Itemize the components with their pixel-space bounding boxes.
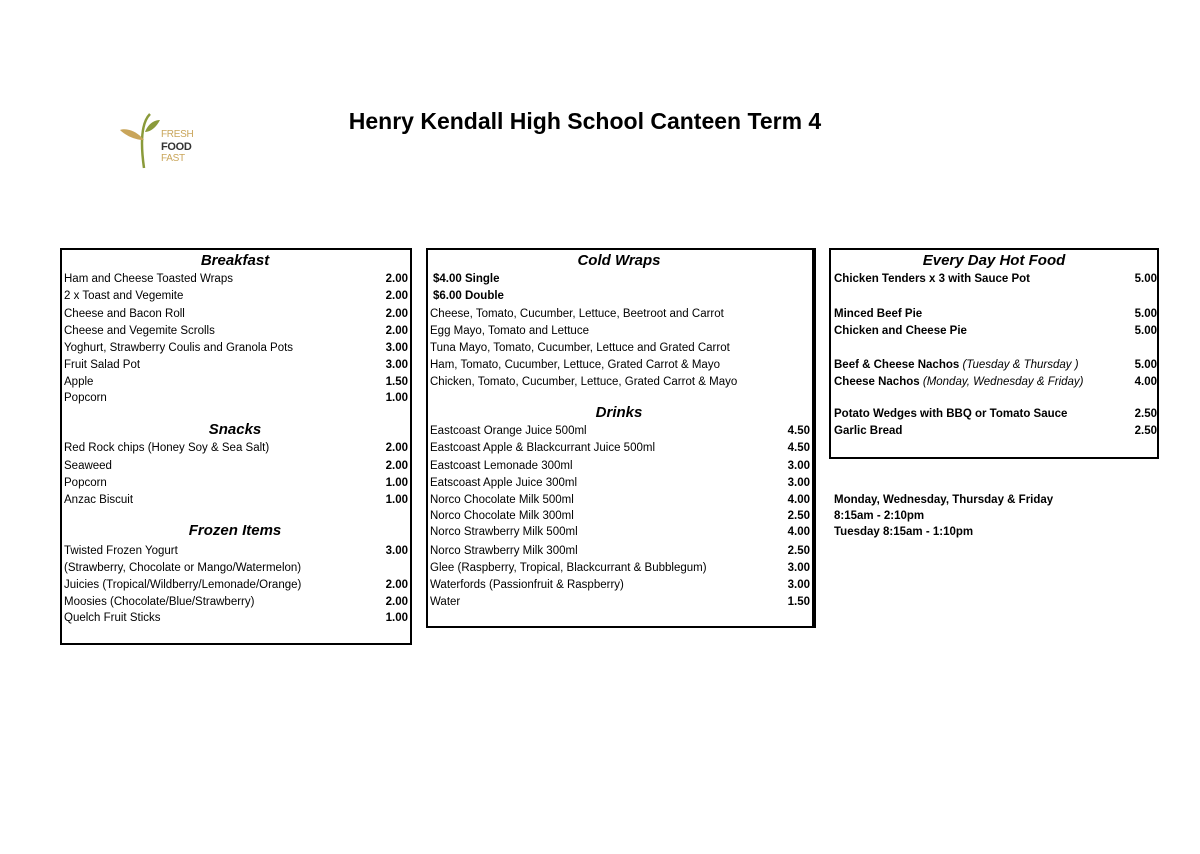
breakfast-item <box>64 340 408 356</box>
item-price: 1.50 <box>787 596 810 608</box>
item-name <box>834 271 1030 287</box>
item-name <box>64 458 112 474</box>
item-name-text: (Strawberry, Chocolate or Mango/Watermelon) <box>64 562 302 574</box>
snack-item <box>64 475 408 491</box>
item-price: 2.50 <box>787 545 810 557</box>
item-name-text: Juicies (Tropical/Wildberry/Lemonade/Orange) <box>64 579 302 591</box>
item-name-text: Norco Chocolate Milk 500ml <box>430 494 574 506</box>
item-price: 5.00 <box>1134 359 1157 371</box>
hot-food-item <box>834 406 1157 422</box>
item-name: Cheese, Tomato, Cucumber, Lettuce, Beetroot and Carrot <box>430 308 724 320</box>
item-name-text: Anzac Biscuit <box>64 494 134 506</box>
item-price: 2.00 <box>385 442 408 454</box>
item-name <box>64 271 233 287</box>
hours-days: Monday, Wednesday, Thursday & Friday <box>834 494 1054 506</box>
wrap-item <box>430 306 810 322</box>
item-name: Ham, Tomato, Cucumber, Lettuce, Grated Carrot & Mayo <box>430 359 720 371</box>
item-price: 2.00 <box>385 290 408 302</box>
drink-item <box>430 543 810 559</box>
wrap-price <box>433 271 813 287</box>
item-price: 2.00 <box>385 325 408 337</box>
item-name <box>64 543 178 559</box>
frozen-heading: Frozen Items <box>188 522 282 539</box>
item-price: 2.00 <box>385 579 408 591</box>
item-name <box>64 306 185 322</box>
item-name-text: Apple <box>64 376 94 388</box>
hot-food-item <box>834 323 1157 339</box>
item-price: 1.00 <box>385 494 408 506</box>
item-price: 5.00 <box>1134 325 1157 337</box>
item-price: 1.00 <box>385 477 408 489</box>
item-name <box>430 577 624 593</box>
item-name-text: 2 x Toast and Vegemite <box>64 290 184 302</box>
item-name <box>430 560 707 576</box>
item-price: 4.50 <box>787 442 810 454</box>
frozen-item <box>64 560 408 576</box>
item-price: 3.00 <box>787 460 810 472</box>
wrap-price <box>433 288 813 304</box>
breakfast-item <box>64 306 408 322</box>
hot-food-item <box>834 306 1157 322</box>
price-divider <box>812 250 814 626</box>
item-name-text: Ham and Cheese Toasted Wraps <box>64 273 233 285</box>
drink-item <box>430 560 810 576</box>
snack-item <box>64 458 408 474</box>
item-name-text: Garlic Bread <box>834 425 903 437</box>
item-price: 4.00 <box>787 526 810 538</box>
item-name <box>64 357 140 373</box>
wrap-item <box>430 323 810 339</box>
item-name-text: Cheese Nachos <box>834 376 923 388</box>
breakfast-item <box>64 288 408 304</box>
item-price: 2.50 <box>1134 425 1157 437</box>
item-name-text: Norco Chocolate Milk 300ml <box>430 510 574 522</box>
item-name-text: Red Rock chips (Honey Soy & Sea Salt) <box>64 442 270 454</box>
hot-food-item <box>834 357 1157 373</box>
item-name <box>430 475 577 491</box>
item-price: 2.00 <box>385 273 408 285</box>
item-name <box>64 440 269 456</box>
hot-food-item <box>834 271 1157 287</box>
item-name-text: Waterfords (Passionfruit & Raspberry) <box>430 579 624 591</box>
frozen-item <box>64 594 408 610</box>
item-name-text: Glee (Raspberry, Tropical, Blackcurrant & Bubblegum) <box>430 562 707 574</box>
item-price: 2.50 <box>1134 408 1157 420</box>
item-price: 1.50 <box>385 376 408 388</box>
item-price: 4.50 <box>787 425 810 437</box>
breakfast-snacks-frozen-panel <box>60 248 412 645</box>
item-name-text: Beef & Cheese Nachos <box>834 359 963 371</box>
item-price: 3.00 <box>787 562 810 574</box>
item-name-text: Chicken Tenders x 3 with Sauce Pot <box>834 273 1030 285</box>
item-name-text: Chicken and Cheese Pie <box>834 325 967 337</box>
item-name-text: Moosies (Chocolate/Blue/Strawberry) <box>64 596 255 608</box>
item-name <box>64 323 215 339</box>
item-name-text: Quelch Fruit Sticks <box>64 612 161 624</box>
drink-item <box>430 594 810 610</box>
item-name <box>834 306 922 322</box>
item-name <box>64 475 107 491</box>
item-name <box>430 594 460 610</box>
hot-food-panel <box>829 248 1159 459</box>
page-title: Henry Kendall High School Canteen Term 4 <box>348 108 822 134</box>
item-name <box>64 577 301 593</box>
item-price: 2.50 <box>787 510 810 522</box>
wrap-item <box>430 340 810 356</box>
drink-item <box>430 524 810 540</box>
item-price: 2.00 <box>385 596 408 608</box>
drinks-heading: Drinks <box>595 404 643 421</box>
breakfast-item <box>64 374 408 390</box>
drink-item <box>430 508 810 524</box>
item-price: 4.00 <box>787 494 810 506</box>
cold-wraps-heading: Cold Wraps <box>577 252 661 269</box>
item-name <box>834 323 967 339</box>
item-name: Tuna Mayo, Tomato, Cucumber, Lettuce and Grated Carrot <box>430 342 730 354</box>
item-name-text: Eastcoast Apple & Blackcurrant Juice 500ml <box>430 442 656 454</box>
logo-text-fresh: FRESH <box>161 129 194 140</box>
item-name <box>64 610 161 626</box>
wrap-item <box>430 374 810 390</box>
item-price: 1.00 <box>385 612 408 624</box>
item-name <box>64 594 254 610</box>
snack-item <box>64 440 408 456</box>
breakfast-item <box>64 357 408 373</box>
item-name-text: Popcorn <box>64 392 107 404</box>
frozen-item <box>64 610 408 626</box>
item-name-text: Norco Strawberry Milk 300ml <box>430 545 578 557</box>
item-price: 2.00 <box>385 308 408 320</box>
item-price: 4.00 <box>1134 376 1157 388</box>
item-name <box>430 543 578 559</box>
item-name: $6.00 Double <box>433 290 504 302</box>
item-name-text: Eatscoast Apple Juice 300ml <box>430 477 578 489</box>
item-name-text: Popcorn <box>64 477 107 489</box>
drink-item <box>430 423 810 439</box>
logo-text-fast: FAST <box>161 153 185 164</box>
item-name <box>64 374 93 390</box>
hours-tuesday: Tuesday 8:15am - 1:10pm <box>834 526 974 538</box>
item-name <box>64 492 133 508</box>
item-name <box>64 390 107 406</box>
drink-item <box>430 577 810 593</box>
drink-item <box>430 492 810 508</box>
item-name-text: Twisted Frozen Yogurt <box>64 545 178 557</box>
item-name <box>834 406 1067 422</box>
logo-text-food: FOOD <box>161 141 192 153</box>
item-price: 5.00 <box>1134 308 1157 320</box>
item-name <box>430 458 573 474</box>
item-name <box>430 492 574 508</box>
item-name: Egg Mayo, Tomato and Lettuce <box>430 325 589 337</box>
item-name-text: Seaweed <box>64 460 112 472</box>
drink-item <box>430 475 810 491</box>
wrap-item <box>430 357 810 373</box>
item-price: 3.00 <box>385 545 408 557</box>
breakfast-item <box>64 323 408 339</box>
frozen-item <box>64 543 408 559</box>
item-price: 3.00 <box>787 477 810 489</box>
hours-time: 8:15am - 2:10pm <box>834 510 925 522</box>
item-price: 3.00 <box>385 342 408 354</box>
item-name: $4.00 Single <box>433 273 500 285</box>
snacks-heading: Snacks <box>208 421 262 438</box>
item-name <box>64 340 293 356</box>
item-price: 2.00 <box>385 460 408 472</box>
item-name <box>834 423 902 439</box>
item-name <box>834 357 1079 373</box>
item-name <box>430 440 655 456</box>
item-note: (Tuesday & Thursday ) <box>962 359 1079 371</box>
item-name: Chicken, Tomato, Cucumber, Lettuce, Grated Carrot & Mayo <box>430 376 738 388</box>
item-name-text: Fruit Salad Pot <box>64 359 141 371</box>
price-divider <box>410 250 412 643</box>
item-note: (Monday, Wednesday & Friday) <box>922 376 1084 388</box>
item-name <box>430 508 574 524</box>
hot-food-item <box>834 374 1157 390</box>
item-name-text: Norco Strawberry Milk 500ml <box>430 526 578 538</box>
hot-food-heading: Every Day Hot Food <box>922 252 1066 269</box>
drink-item <box>430 458 810 474</box>
cold-wraps-drinks-panel <box>426 248 816 628</box>
breakfast-item <box>64 271 408 287</box>
breakfast-item <box>64 390 408 406</box>
snack-item <box>64 492 408 508</box>
item-name-text: Eastcoast Lemonade 300ml <box>430 460 573 472</box>
item-price: 3.00 <box>385 359 408 371</box>
item-name-text: Yoghurt, Strawberry Coulis and Granola Pots <box>64 342 294 354</box>
item-name <box>64 288 183 304</box>
drink-item <box>430 440 810 456</box>
item-price: 1.00 <box>385 392 408 404</box>
item-name-text: Water <box>430 596 461 608</box>
hot-food-item <box>834 423 1157 439</box>
frozen-item <box>64 577 408 593</box>
item-name <box>430 524 578 540</box>
breakfast-heading: Breakfast <box>200 252 270 269</box>
item-name-text: Eastcoast Orange Juice 500ml <box>430 425 587 437</box>
item-price: 5.00 <box>1134 273 1157 285</box>
item-name-text: Minced Beef Pie <box>834 308 923 320</box>
item-name-text: Cheese and Bacon Roll <box>64 308 185 320</box>
item-name-text: Cheese and Vegemite Scrolls <box>64 325 215 337</box>
item-name-text: Potato Wedges with BBQ or Tomato Sauce <box>834 408 1068 420</box>
item-name <box>64 560 301 576</box>
item-name <box>834 374 1084 390</box>
item-name <box>430 423 587 439</box>
item-price: 3.00 <box>787 579 810 591</box>
